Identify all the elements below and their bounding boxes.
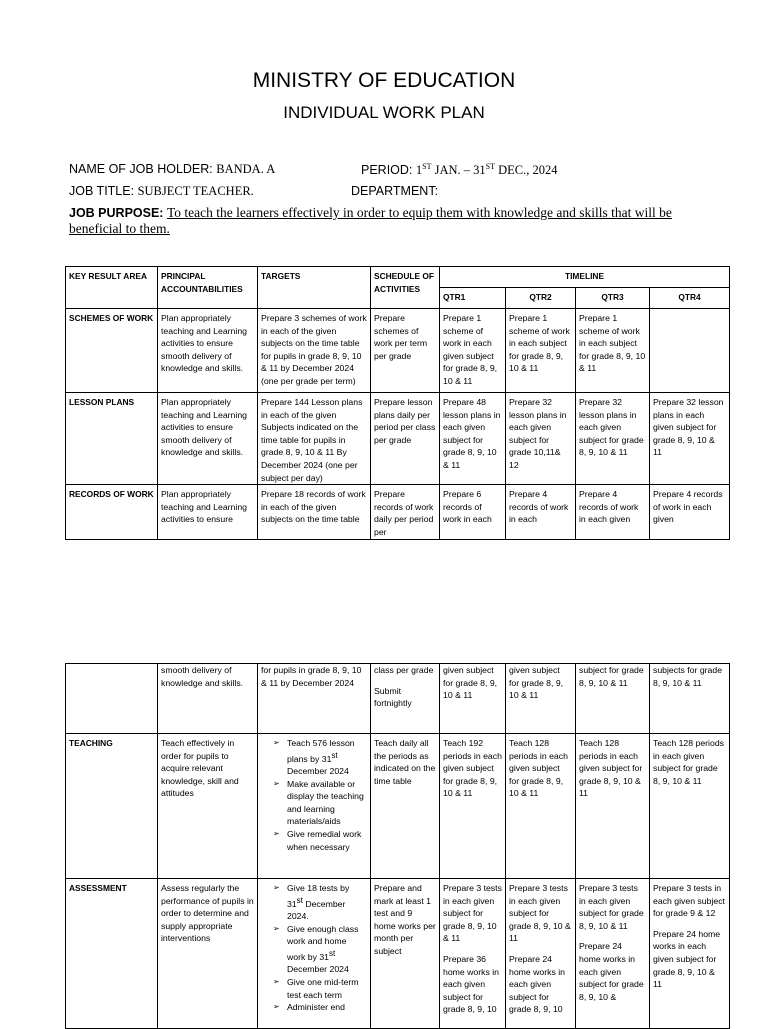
work-plan-table-page2: [65, 663, 730, 1029]
target-item: ➢ Administer end: [275, 1001, 367, 1014]
period-label: PERIOD:: [361, 163, 413, 178]
job-purpose: [69, 205, 689, 237]
table-row: [66, 309, 730, 393]
qtr-text: Prepare 3 tests in each given subject for grade 8, 9, 10 & 11: [443, 883, 502, 944]
kra-cell: ASSESSMENT: [66, 879, 158, 1029]
header-qtr2: QTR2: [506, 288, 576, 309]
header-qtr1: QTR1: [440, 288, 506, 309]
table-row: [66, 485, 730, 539]
schedule-line: Submit fortnightly: [374, 685, 412, 709]
qtr2-cell: Prepare 1 scheme of work in each subject for grade 8, 9, 10 & 11: [506, 309, 576, 393]
qtr4-cell: subjects for grade 8, 9, 10 & 11: [650, 664, 730, 734]
job-holder-line: [69, 162, 275, 177]
header-qtr3: QTR3: [576, 288, 650, 309]
qtr1-cell: Teach 192 periods in each given subject for grade 8, 9, 10 & 11: [440, 734, 506, 879]
header-timeline: TIMELINE: [440, 267, 730, 288]
header-qtr4: QTR4: [650, 288, 730, 309]
schedule-cell: Prepare records of work daily per period per: [371, 485, 440, 539]
target-item: ➢ Give one mid-term test each term: [275, 976, 367, 1001]
qtr2-cell: Teach 128 periods in each given subject for grade 8, 9, 10 & 11: [506, 734, 576, 879]
targets-cell: Prepare 3 schemes of work in each of the given subjects on the time table for pupils in grade 8, 9, 10 & 11 by December 2024 (one per grade per term): [258, 309, 371, 393]
qtr1-cell: Prepare 6 records of work in each: [440, 485, 506, 539]
ministry-title: MINISTRY OF EDUCATION: [252, 69, 516, 92]
principal-cell: Plan appropriately teaching and Learning activities to ensure: [158, 485, 258, 539]
kra-cell: LESSON PLANS: [66, 393, 158, 485]
period-value: 1ST JAN. – 31ST DEC., 2024: [415, 162, 558, 178]
targets-cell: [258, 879, 371, 1029]
qtr-text: Prepare 3 tests in each given subject for grade 9 & 12: [653, 883, 725, 919]
job-purpose-value: To teach the learners effectively in order to equip them with knowledge and skills that will be beneficial to them.: [69, 205, 672, 236]
targets-cell: for pupils in grade 8, 9, 10 & 11 by December 2024: [258, 664, 371, 734]
targets-cell: [258, 734, 371, 879]
qtr1-cell: Prepare 1 scheme of work in each given subject for grade 8, 9, 10 & 11: [440, 309, 506, 393]
qtr2-cell: Prepare 32 lesson plans in each given subject for grade 10,11& 12: [506, 393, 576, 485]
qtr1-cell: given subject for grade 8, 9, 10 & 11: [440, 664, 506, 734]
schedule-cell: [371, 664, 440, 734]
qtr3-cell: subject for grade 8, 9, 10 & 11: [576, 664, 650, 734]
principal-cell: smooth delivery of knowledge and skills.: [158, 664, 258, 734]
job-holder-value: BANDA. A: [216, 162, 276, 176]
schedule-line: class per grade: [374, 665, 434, 675]
qtr-text: Prepare 3 tests in each given subject for grade 8, 9, 10 & 11: [579, 883, 644, 931]
department-label: DEPARTMENT:: [351, 184, 439, 198]
job-title-label: JOB TITLE:: [69, 184, 135, 198]
target-item: ➢ Make available or display the teaching and learning materials/aids: [275, 778, 367, 828]
table-row: [66, 393, 730, 485]
header-targets: TARGETS: [258, 267, 371, 309]
principal-cell: Plan appropriately teaching and Learning activities to ensure smooth delivery of knowledge and skills.: [158, 393, 258, 485]
kra-cell: SCHEMES OF WORK: [66, 309, 158, 393]
qtr2-cell: [506, 879, 576, 1029]
qtr2-cell: given subject for grade 8, 9, 10 & 11: [506, 664, 576, 734]
principal-cell: Plan appropriately teaching and Learning activities to ensure smooth delivery of knowledge and skills.: [158, 309, 258, 393]
table-row: [66, 734, 730, 879]
principal-cell: Assess regularly the performance of pupils in order to determine and supply appropriate interventions: [158, 879, 258, 1029]
target-item: ➢ Give enough class work and home work by 31st December 2024: [275, 923, 367, 976]
schedule-cell: Teach daily all the periods as indicated on the time table: [371, 734, 440, 879]
qtr-text: Prepare 24 home works in each given subject for grade 8, 9, 10: [509, 953, 566, 1015]
job-title-line: [69, 184, 254, 199]
target-item: ➢ Give remedial work when necessary: [275, 828, 367, 853]
schedule-cell: Prepare and mark at least 1 test and 9 home works per month per subject: [371, 879, 440, 1029]
table-row: [66, 664, 730, 734]
qtr-text: Prepare 24 home works in each given subject for grade 8, 9, 10 & 11: [653, 928, 721, 990]
qtr3-cell: Teach 128 periods in each given subject for grade 8, 9, 10 & 11: [576, 734, 650, 879]
job-title-value: SUBJECT TEACHER.: [137, 184, 254, 198]
header-schedule: SCHEDULE OF ACTIVITIES: [371, 267, 440, 309]
table-row: [66, 879, 730, 1029]
qtr1-cell: [440, 879, 506, 1029]
schedule-cell: Prepare schemes of work per term per grade: [371, 309, 440, 393]
work-plan-table-page1: [65, 266, 730, 540]
qtr4-cell: [650, 879, 730, 1029]
qtr-text: Prepare 36 home works in each given subject for grade 8, 9, 10: [443, 953, 500, 1015]
targets-cell: Prepare 144 Lesson plans in each of the given Subjects indicated on the time table for pupils in grade 8, 9, 10 & 11 By December 2024 (one per subject per day): [258, 393, 371, 485]
qtr4-cell: [650, 309, 730, 393]
qtr3-cell: Prepare 32 lesson plans in each given subject for grade 8, 9, 10 & 11: [576, 393, 650, 485]
job-purpose-label: JOB PURPOSE:: [69, 206, 164, 220]
qtr3-cell: Prepare 1 scheme of work in each subject for grade 8, 9, 10 & 11: [576, 309, 650, 393]
target-item: ➢ Give 18 tests by 31st December 2024.: [275, 882, 367, 923]
targets-cell: Prepare 18 records of work in each of the given subjects on the time table: [258, 485, 371, 539]
header-principal: PRINCIPAL ACCOUNTABILITIES: [158, 267, 258, 309]
qtr4-cell: Prepare 32 lesson plans in each given subject for grade 8, 9, 10 & 11: [650, 393, 730, 485]
qtr-text: Prepare 3 tests in each given subject for grade 8, 9, 10 & 11: [509, 883, 571, 944]
work-plan-title: INDIVIDUAL WORK PLAN: [283, 103, 485, 122]
kra-cell: TEACHING: [66, 734, 158, 879]
qtr4-cell: Prepare 4 records of work in each given: [650, 485, 730, 539]
schedule-cell: Prepare lesson plans daily per period per class per grade: [371, 393, 440, 485]
qtr3-cell: Prepare 4 records of work in each given: [576, 485, 650, 539]
qtr3-cell: [576, 879, 650, 1029]
header-kra: KEY RESULT AREA: [66, 267, 158, 309]
target-item: ➢ Teach 576 lesson plans by 31st December 2024: [275, 737, 367, 778]
kra-cell: RECORDS OF WORK: [66, 485, 158, 539]
kra-cell: [66, 664, 158, 734]
qtr-text: Prepare 24 home works in each given subject for grade 8, 9, 10 &: [579, 941, 644, 1002]
qtr2-cell: Prepare 4 records of work in each: [506, 485, 576, 539]
job-holder-label: NAME OF JOB HOLDER:: [69, 162, 213, 176]
period-line: [361, 162, 558, 178]
principal-cell: Teach effectively in order for pupils to acquire relevant knowledge, skill and attitudes: [158, 734, 258, 879]
qtr1-cell: Prepare 48 lesson plans in each given subject for grade 8, 9, 10 & 11: [440, 393, 506, 485]
qtr4-cell: Teach 128 periods in each given subject for grade 8, 9, 10 & 11: [650, 734, 730, 879]
